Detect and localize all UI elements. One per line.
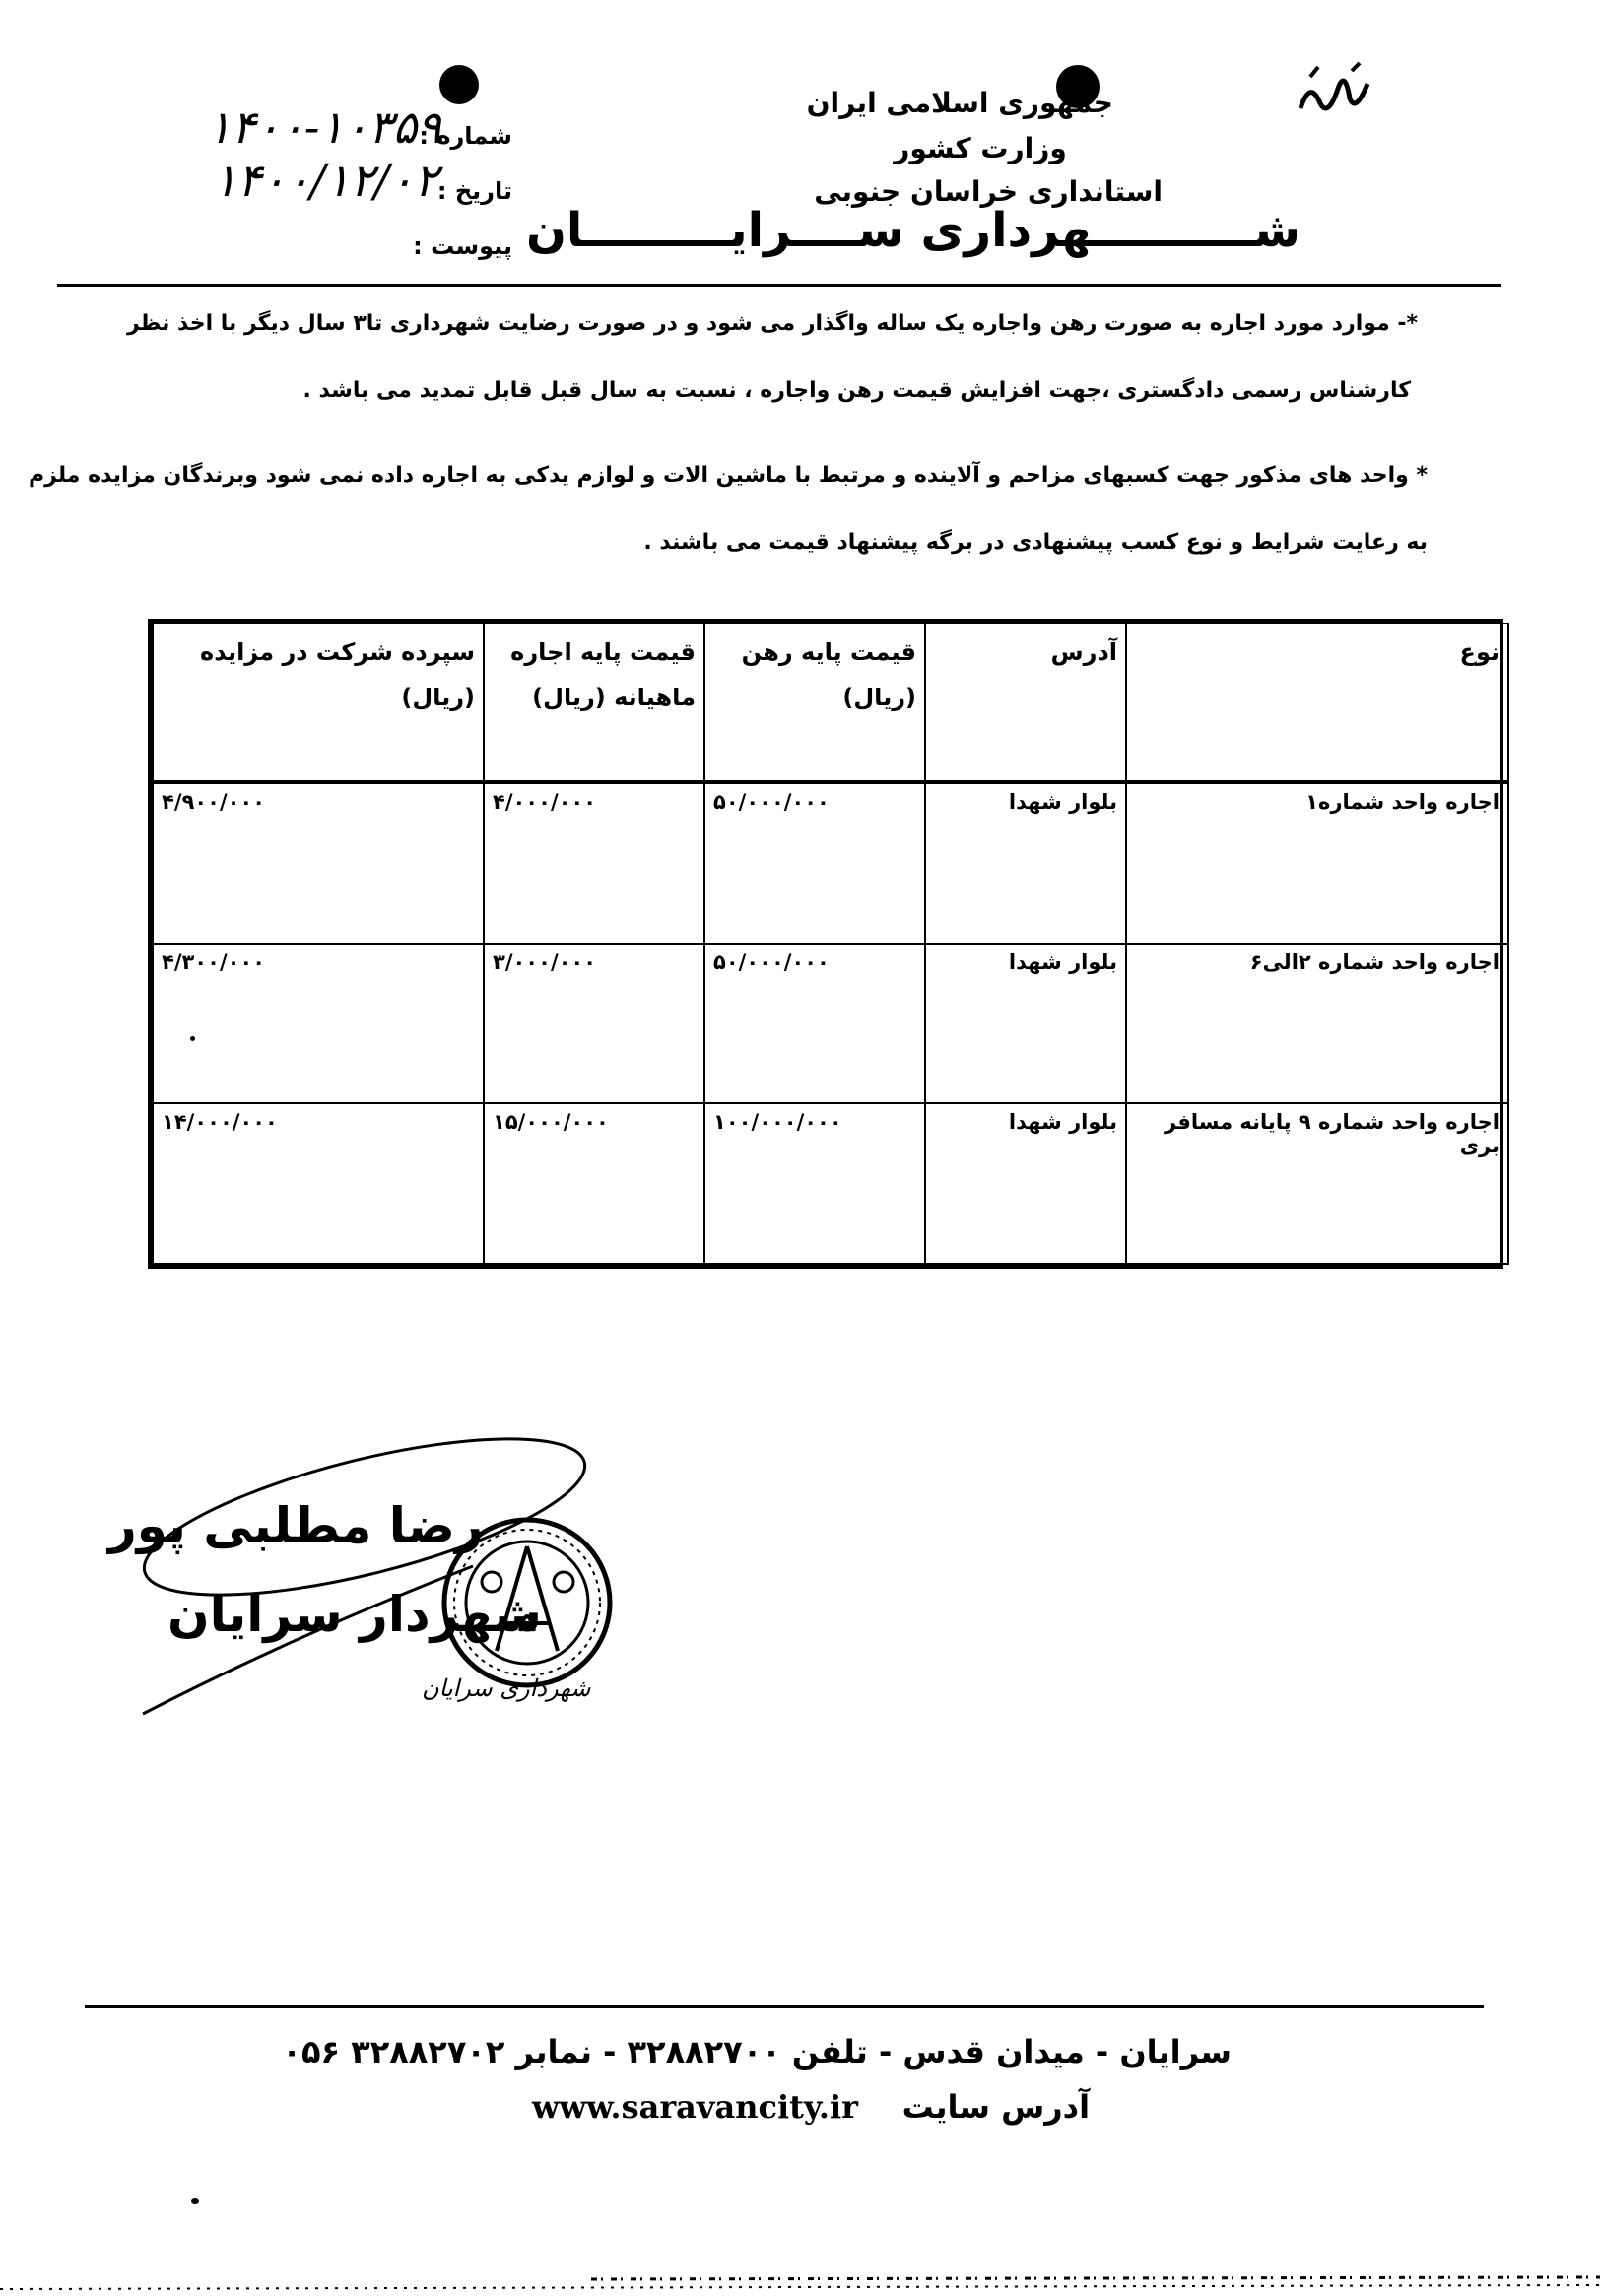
header-city: شــــــــــهرداری ســــرایـــــــــان: [525, 203, 1300, 258]
footer-website: [532, 2088, 1091, 2126]
cell-address: بلوار شهدا: [925, 782, 1126, 944]
lease-table: [148, 619, 1503, 1269]
seal-dot-icon: [439, 65, 479, 104]
cell-mortgage: ۵۰/۰۰۰/۰۰۰: [704, 782, 925, 944]
letter-date: ۱۴۰۰/۱۲/۰۲: [213, 154, 438, 207]
stamp-caption: شهرداری سرایان: [422, 1674, 591, 1702]
cell-mortgage: ۱۰۰/۰۰۰/۰۰۰: [704, 1103, 925, 1264]
cell-rent: ۱۵/۰۰۰/۰۰۰: [484, 1103, 704, 1264]
header-country: جمهوری اسلامی ایران: [806, 87, 1113, 119]
table-header-row: [153, 623, 1508, 782]
terms-paragraph-2-line-2: به رعایت شرایط و نوع کسب پیشنهادی در برگه پیشنهاد قیمت می باشند .: [643, 530, 1428, 555]
terms-paragraph-2-line-1: * واحد های مذکور جهت کسبهای مزاحم و آلاینده و مرتبط با ماشین الات و لوازم یدکی به اجاره داده نمی شود وبرندگان مزایده ملزم: [29, 463, 1428, 488]
signatory-name: رضا مطلبی پور: [108, 1497, 484, 1554]
col-rent: قیمت پایه اجاره ماهیانه (ریال): [484, 623, 704, 782]
table-row: [153, 782, 1508, 944]
col-deposit: سپرده شرکت در مزایده (ریال): [153, 623, 484, 782]
header-divider: [57, 284, 1501, 287]
cell-type: اجاره واحد شماره ۲الی۶: [1126, 944, 1508, 1104]
website-url[interactable]: www.saravancity.ir: [532, 2088, 858, 2126]
bismillah-mark: [1291, 59, 1379, 128]
number-label: شماره :: [419, 122, 512, 150]
municipality-stamp-icon: [437, 1513, 617, 1692]
terms-paragraph-1-line-1: *- موارد مورد اجاره به صورت رهن واجاره یک ساله واگذار می شود و در صورت رضایت شهرداری تا۳ سال دیگر با اخذ نظر: [126, 311, 1418, 336]
signatory-title: شهردار سرایان: [167, 1586, 542, 1643]
website-label: آدرس سایت: [901, 2088, 1091, 2126]
cell-rent: ۴/۰۰۰/۰۰۰: [484, 782, 704, 944]
attachment-label: پیوست :: [413, 232, 512, 260]
cell-mortgage: ۵۰/۰۰۰/۰۰۰: [704, 944, 925, 1104]
col-type: نوع: [1126, 623, 1508, 782]
table-row: [153, 1103, 1508, 1264]
cell-deposit: ۴/۹۰۰/۰۰۰: [153, 782, 484, 944]
date-label: تاریخ :: [436, 177, 512, 205]
header-province: استانداری خراسان جنوبی: [814, 175, 1163, 208]
cell-rent: ۳/۰۰۰/۰۰۰: [484, 944, 704, 1104]
col-mortgage: قیمت پایه رهن (ریال): [704, 623, 925, 782]
cell-address: بلوار شهدا: [925, 944, 1126, 1104]
header-ministry: وزارت کشور: [894, 132, 1067, 164]
calligraphy-icon: [1291, 59, 1379, 128]
cell-deposit: ۴/۳۰۰/۰۰۰: [153, 944, 484, 1104]
scan-noise-strip: [0, 2265, 1600, 2296]
footer-address: سرایان - میدان قدس - تلفن ۳۲۸۸۲۷۰۰ - نمابر ۳۲۸۸۲۷۰۲ ۰۵۶: [282, 2033, 1232, 2070]
table-row: [153, 944, 1508, 1104]
col-address: آدرس: [925, 623, 1126, 782]
cell-deposit: ۱۴/۰۰۰/۰۰۰: [153, 1103, 484, 1264]
cell-address: بلوار شهدا: [925, 1103, 1126, 1264]
scan-speck: [190, 1036, 195, 1041]
cell-type: اجاره واحد شماره ۹ پایانه مسافر بری: [1126, 1103, 1508, 1264]
scan-speck: [191, 2198, 199, 2204]
terms-paragraph-1-line-2: کارشناس رسمی دادگستری ،جهت افزایش قیمت رهن واجاره ، نسبت به سال قبل قابل تمدید می باشد .: [302, 378, 1411, 403]
footer-divider: [85, 2005, 1484, 2008]
letter-number: ۱۴۰۰-۱۰۳۵۹: [207, 100, 441, 154]
cell-type: اجاره واحد شماره۱: [1126, 782, 1508, 944]
